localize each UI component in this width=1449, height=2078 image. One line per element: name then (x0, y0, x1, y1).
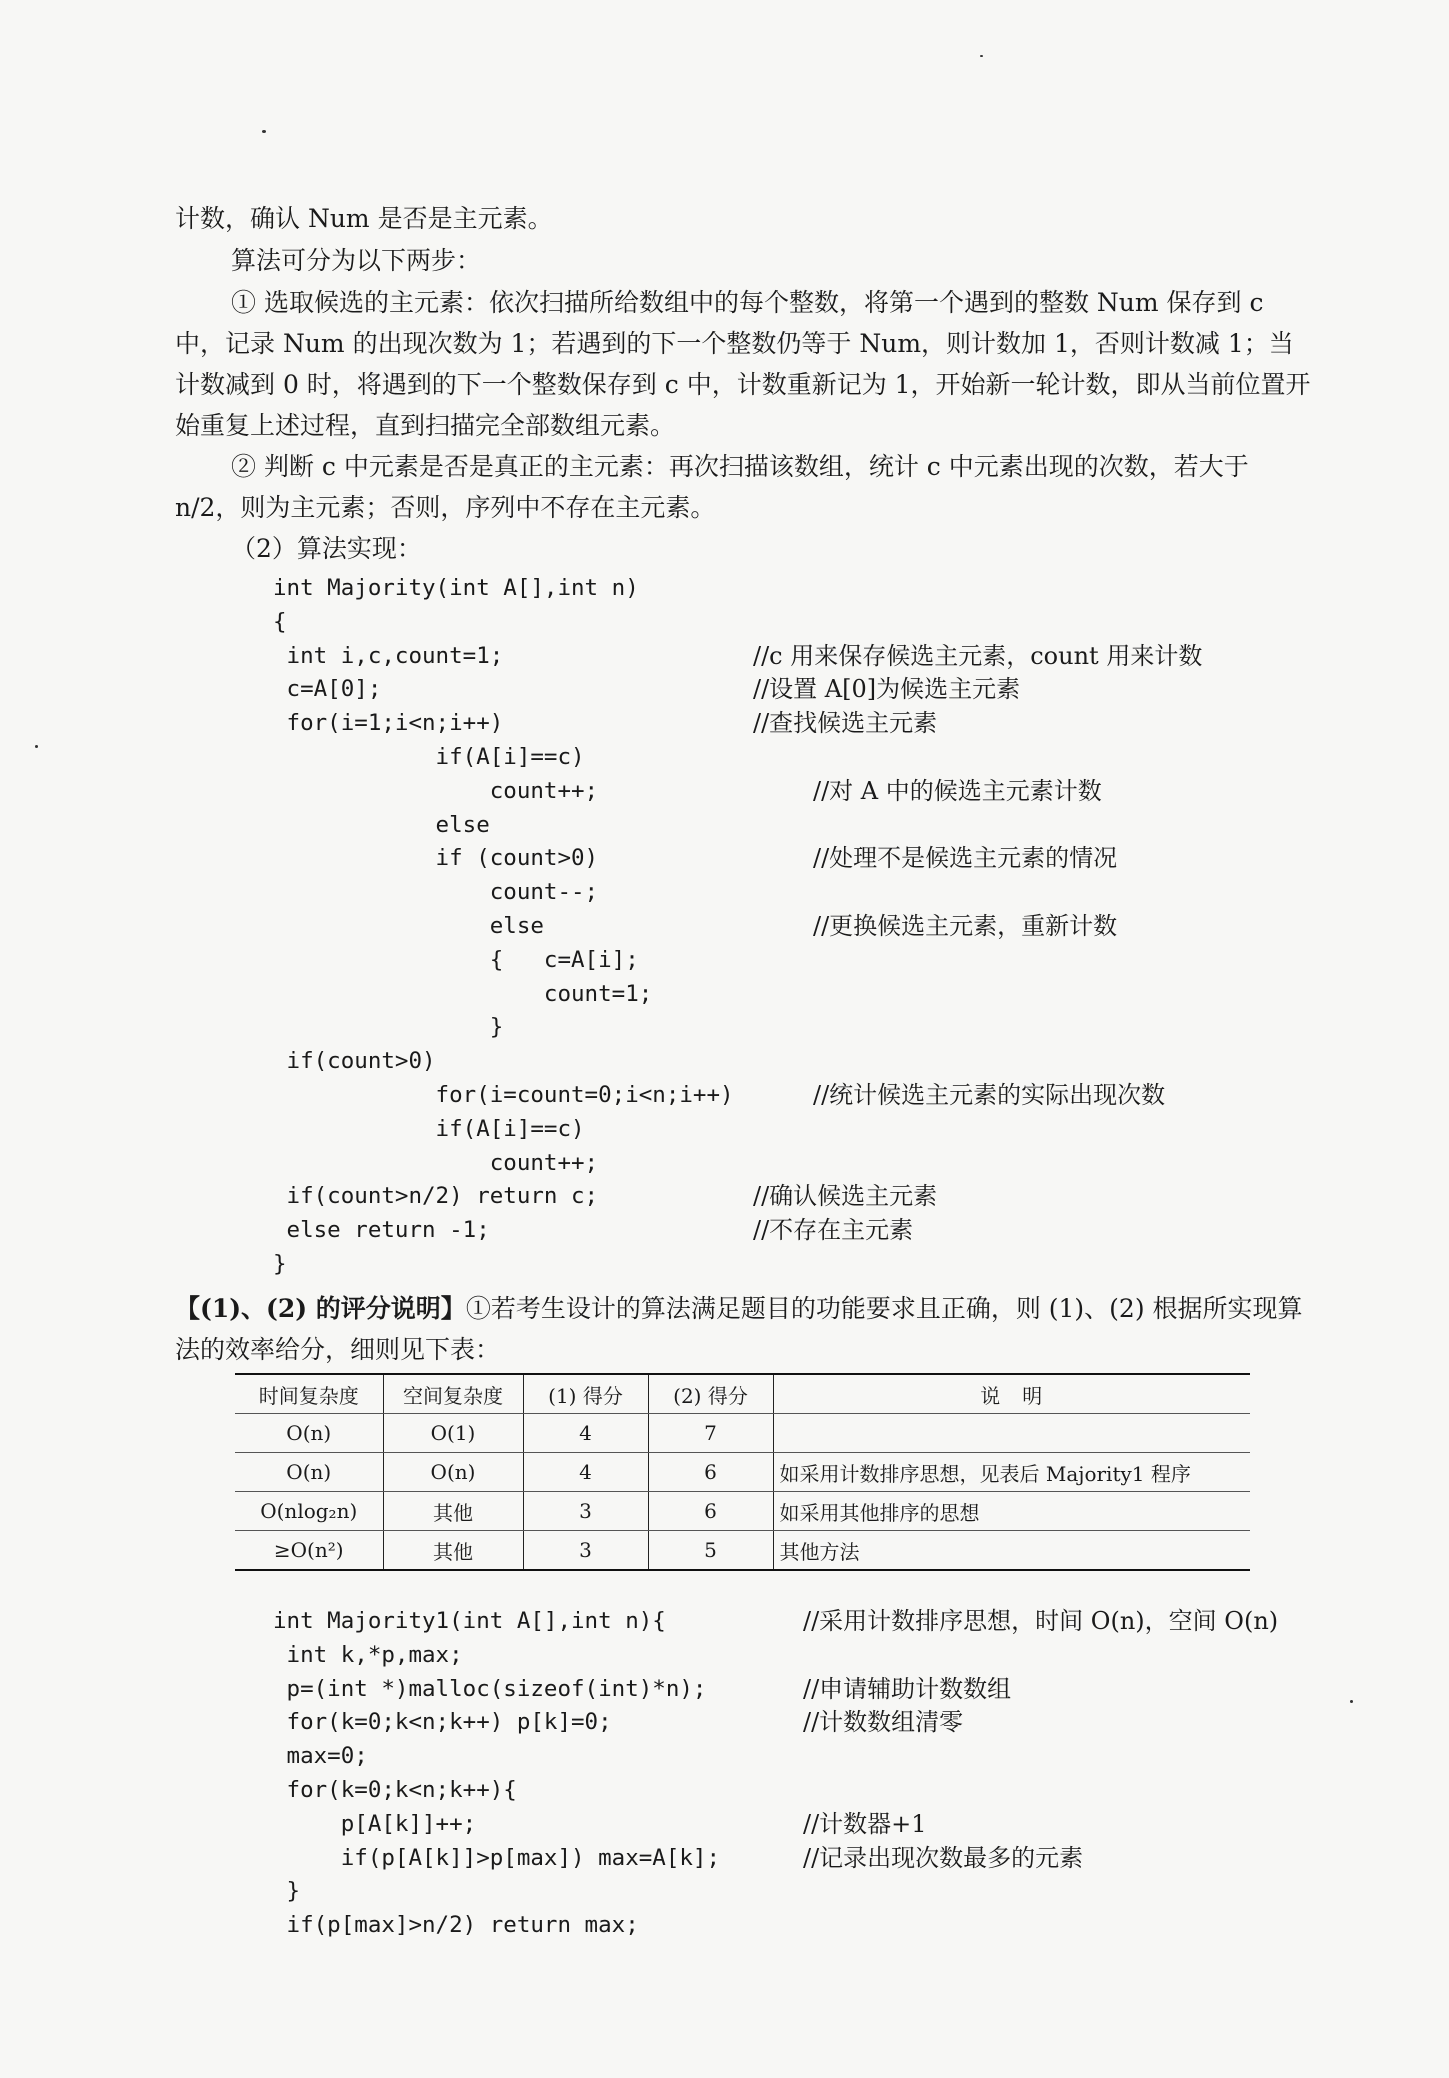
code2-line (273, 1842, 1323, 1876)
table-cell (773, 1414, 1250, 1453)
table-cell: O(1) (383, 1414, 523, 1453)
table-cell: 4 (523, 1453, 648, 1492)
code-text: int Majority(int A[],int n) (273, 575, 639, 601)
paragraph-two-steps: 算法可分为以下两步： (231, 246, 482, 275)
table-cell: 其他 (383, 1492, 523, 1531)
code1-line (273, 606, 1323, 640)
code2-line (273, 1808, 1323, 1842)
code-text: if(p[max]>n/2) return max; (273, 1912, 639, 1939)
table-header-space: 空间复杂度 (383, 1374, 523, 1414)
table-row (235, 1492, 1250, 1531)
table-cell: 5 (648, 1531, 773, 1571)
code1-line (273, 1079, 1323, 1113)
code-comment: //采用计数排序思想，时间 O(n)，空间 O(n) (803, 1607, 1279, 1635)
code-text: } (273, 1250, 287, 1277)
code-comment: //对 A 中的候选主元素计数 (813, 776, 1102, 805)
code-text: if(A[i]==c) (273, 1115, 585, 1142)
code-comment: //设置 A[0]为候选主元素 (753, 675, 1021, 704)
grading-note (175, 1288, 1315, 1370)
code-text: if(count>n/2) return c; (273, 1183, 599, 1210)
code-text: { (273, 608, 287, 635)
code-comment: //申请辅助计数数组 (803, 1674, 1012, 1703)
code1-line (273, 1214, 1323, 1248)
code1-line (273, 1011, 1323, 1045)
code-comment: //c 用来保存候选主元素，count 用来计数 (753, 641, 1203, 670)
table-cell: 3 (523, 1492, 648, 1531)
code-text: int k,*p,max; (273, 1641, 463, 1668)
code-text: p=(int *)malloc(sizeof(int)*n); (273, 1675, 707, 1702)
code1-line (273, 775, 1323, 809)
code2-line (273, 1706, 1323, 1740)
code-comment: //处理不是候选主元素的情况 (813, 844, 1118, 873)
code-text: if (count>0) (273, 845, 599, 872)
section-heading-implementation: （2）算法实现： (231, 534, 422, 563)
table-cell: 如采用计数排序思想，见表后 Majority1 程序 (773, 1453, 1250, 1492)
code-comment: //查找候选主元素 (753, 709, 938, 738)
code-text: p[A[k]]++; (273, 1810, 477, 1837)
code1-line (273, 842, 1323, 876)
table-cell: O(n) (383, 1453, 523, 1492)
paragraph-continuation: 计数，确认 Num 是否是主元素。 (175, 204, 553, 233)
table-cell: 如采用其他排序的思想 (773, 1492, 1250, 1531)
table-cell: 4 (523, 1414, 648, 1453)
scan-speck (1350, 1700, 1353, 1703)
code1-line (273, 707, 1323, 741)
code-text: } (273, 1878, 301, 1905)
code-text: count++; (273, 777, 599, 804)
code2-line (273, 1774, 1323, 1808)
code2-line (273, 1909, 1323, 1943)
code-block-majority1 (273, 1605, 1323, 1943)
code-comment: //统计候选主元素的实际出现次数 (813, 1080, 1166, 1109)
code-comment: //计数数组清零 (803, 1708, 964, 1737)
paragraph-step-two: ② 判断 c 中元素是否是真正的主元素：再次扫描该数组，统计 c 中元素出现的次数，若大于 n/2，则为主元素；否则，序列中不存在主元素。 (175, 452, 1249, 522)
code2-line (273, 1605, 1323, 1639)
table-row (235, 1531, 1250, 1571)
code-text: for(i=1;i<n;i++) (273, 710, 504, 737)
code-text: c=A[0]; (273, 676, 382, 703)
table-row (235, 1414, 1250, 1453)
code-text: max=0; (273, 1743, 368, 1770)
table-header-time: 时间复杂度 (235, 1374, 383, 1414)
code1-line (273, 1045, 1323, 1079)
code-text: int i,c,count=1; (273, 642, 504, 669)
code1-line (273, 741, 1323, 775)
code-comment: //更换候选主元素，重新计数 (813, 911, 1118, 940)
grading-note-lead: 【(1)、(2) 的评分说明】 (175, 1294, 466, 1323)
scan-speck (35, 745, 38, 748)
code-text: if(A[i]==c) (273, 743, 585, 770)
code-comment: //记录出现次数最多的元素 (803, 1843, 1084, 1872)
table-cell: 其他方法 (773, 1531, 1250, 1571)
table-header-note: 说 明 (773, 1374, 1250, 1414)
code1-line (273, 1147, 1323, 1181)
code1-line (273, 640, 1323, 674)
code1-line (273, 673, 1323, 707)
table-cell: 7 (648, 1414, 773, 1453)
table-row (235, 1453, 1250, 1492)
scan-speck (980, 55, 983, 57)
code-text: if(count>0) (273, 1048, 436, 1075)
table-cell: O(nlog₂n) (235, 1492, 383, 1531)
code-text: for(i=count=0;i<n;i++) (273, 1081, 734, 1108)
code-text: count--; (273, 879, 599, 906)
table-header-score1: (1) 得分 (523, 1374, 648, 1414)
code-text: count++; (273, 1149, 599, 1176)
code-comment: //确认候选主元素 (753, 1182, 938, 1211)
code1-line (273, 978, 1323, 1012)
grading-table (235, 1373, 1250, 1571)
code-text: int Majority1(int A[],int n){ (273, 1608, 666, 1634)
table-cell: 6 (648, 1453, 773, 1492)
code1-line (273, 910, 1323, 944)
code2-line (273, 1639, 1323, 1673)
table-header-score2: (2) 得分 (648, 1374, 773, 1414)
code1-line (273, 809, 1323, 843)
table-header-row (235, 1374, 1250, 1414)
table-cell: O(n) (235, 1414, 383, 1453)
code1-line (273, 572, 1323, 606)
code-text: if(p[A[k]]>p[max]) max=A[k]; (273, 1844, 721, 1871)
code1-line (273, 1113, 1323, 1147)
code1-line (273, 944, 1323, 978)
table-cell: ≥O(n²) (235, 1531, 383, 1571)
code-block-majority (273, 572, 1323, 1282)
code2-line (273, 1673, 1323, 1707)
code-comment: //计数器+1 (803, 1809, 927, 1838)
code-text: } (273, 1014, 504, 1041)
code-text: else (273, 912, 544, 939)
code-text: for(k=0;k<n;k++){ (273, 1776, 517, 1803)
code1-line (273, 1180, 1323, 1214)
code-text: else return -1; (273, 1217, 490, 1244)
code2-line (273, 1740, 1323, 1774)
code-comment: //不存在主元素 (753, 1216, 914, 1245)
table-cell: 3 (523, 1531, 648, 1571)
table-cell: O(n) (235, 1453, 383, 1492)
code-text: for(k=0;k<n;k++) p[k]=0; (273, 1709, 612, 1736)
paragraph-step-one: ① 选取候选的主元素：依次扫描所给数组中的每个整数，将第一个遇到的整数 Num 保存到 c 中，记录 Num 的出现次数为 1；若遇到的下一个整数仍等于 Num，则计数加 1，否则计数减 1；当计数减到 0 时，将遇到的下一个整数保存到 c 中，计数重新记为 1，开始新一轮计数，即从当前位置开始重复上述过程，直到扫描完全部数组元素。 (175, 288, 1311, 440)
table-cell: 6 (648, 1492, 773, 1531)
code1-line (273, 876, 1323, 910)
table-cell: 其他 (383, 1531, 523, 1571)
code-text: else (273, 811, 490, 838)
code-text: { c=A[i]; (273, 946, 639, 973)
scan-speck (262, 130, 266, 133)
grading-note-text: ①若考生设计的算法满足题目的功能要求且正确，则 (1)、(2) 根据所实现算法的效率给分，细则见下表： (175, 1294, 1303, 1364)
code2-line (273, 1875, 1323, 1909)
code-text: count=1; (273, 980, 653, 1007)
code1-line (273, 1248, 1323, 1282)
